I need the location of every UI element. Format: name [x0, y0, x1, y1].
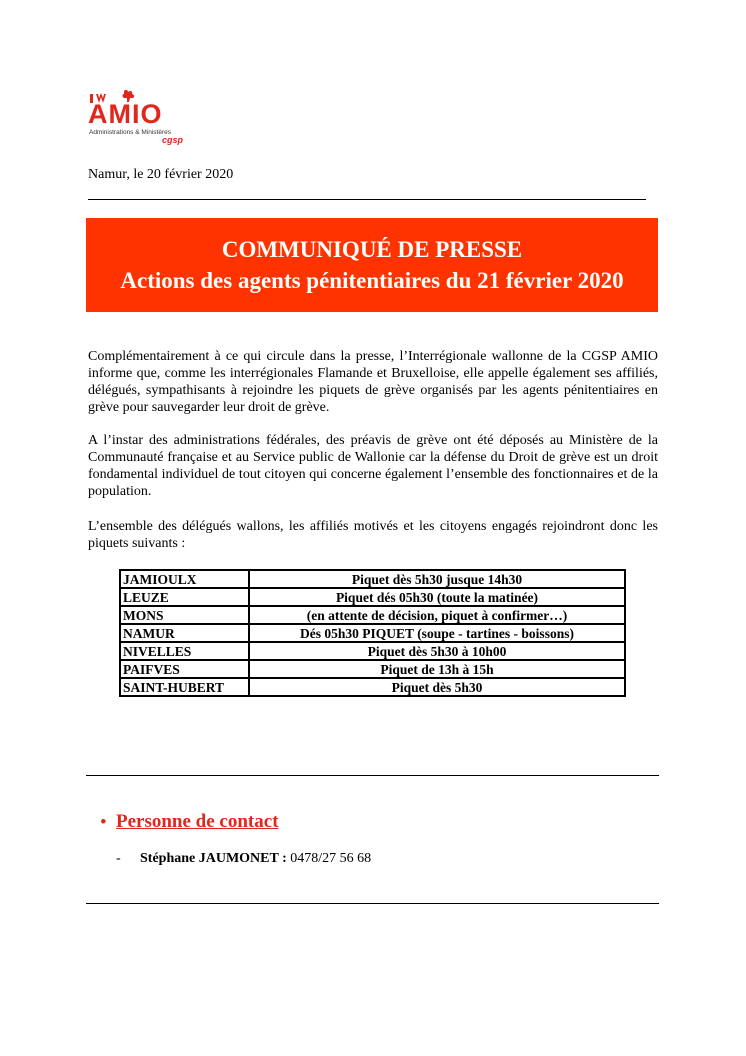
amio-logo — [88, 88, 198, 148]
piquet-detail: Piquet dès 5h30 jusque 14h30 — [249, 570, 625, 588]
piquet-city: NIVELLES — [120, 642, 249, 660]
paragraph-preavis: A l’instar des administrations fédérales, des préavis de grève ont été déposés au Ministère de la Communauté française et au Service public de Wallonie car la défense du Droit de grève est un droit fondamental individuel de tout citoyen qui concerne également l’ensemble des fonctionnaires et de la population. — [88, 433, 658, 499]
piquet-city: LEUZE — [120, 588, 249, 606]
contact-entry — [116, 851, 371, 867]
paragraph-intro: Complémentairement à ce qui circule dans la presse, l’Interrégionale wallonne de la CGSP AMIO informe que, comme les interrégionales Flamande et Bruxelloise, elle appelle également ses affiliés, délégués, sympathisants à rejoindre les piquets de grève organisés par les agents pénitentiaires en grève pour sauvegarder leur droit de grève. — [88, 349, 658, 415]
piquet-city: NAMUR — [120, 624, 249, 642]
date-line: Namur, le 20 février 2020 — [88, 167, 234, 182]
piquet-city: PAIFVES — [120, 660, 249, 678]
piquet-city: JAMIOULX — [120, 570, 249, 588]
contact-heading: Personne de contact — [116, 811, 279, 832]
press-release-banner — [86, 218, 658, 312]
piquets-table — [119, 569, 626, 697]
piquet-detail: Dés 05h30 PIQUET (soupe - tartines - boissons) — [249, 624, 625, 642]
banner-subtitle: Actions des agents pénitentiaires du 21 février 2020 — [120, 268, 624, 293]
dash-marker: - — [116, 851, 121, 866]
banner-title: COMMUNIQUÉ DE PRESSE — [221, 237, 523, 262]
table-row — [120, 588, 625, 606]
bullet-icon: • — [100, 812, 107, 833]
logo-org: cgsp — [162, 135, 184, 145]
piquet-detail: Piquet de 13h à 15h — [249, 660, 625, 678]
logo-wordmark: AMIO — [88, 99, 163, 129]
piquet-detail: Piquet dès 5h30 — [249, 678, 625, 696]
piquet-city: SAINT-HUBERT — [120, 678, 249, 696]
contact-name: Stéphane JAUMONET : — [140, 851, 287, 866]
logo-subtitle: Administrations & Ministères — [89, 129, 171, 136]
piquet-city: MONS — [120, 606, 249, 624]
piquet-detail: (en attente de décision, piquet à confirmer…) — [249, 606, 625, 624]
table-row — [120, 606, 625, 624]
table-row — [120, 570, 625, 588]
divider — [86, 903, 659, 904]
table-row — [120, 642, 625, 660]
divider — [86, 775, 659, 776]
contact-phone: 0478/27 56 68 — [290, 851, 372, 866]
divider — [88, 199, 646, 200]
table-row — [120, 660, 625, 678]
paragraph-piquets: L’ensemble des délégués wallons, les affiliés motivés et les citoyens engagés rejoindront donc les piquets suivants : — [88, 519, 658, 551]
piquet-detail: Piquet dès 5h30 à 10h00 — [249, 642, 625, 660]
piquet-detail: Piquet dés 05h30 (toute la matinée) — [249, 588, 625, 606]
table-row — [120, 678, 625, 696]
table-row — [120, 624, 625, 642]
